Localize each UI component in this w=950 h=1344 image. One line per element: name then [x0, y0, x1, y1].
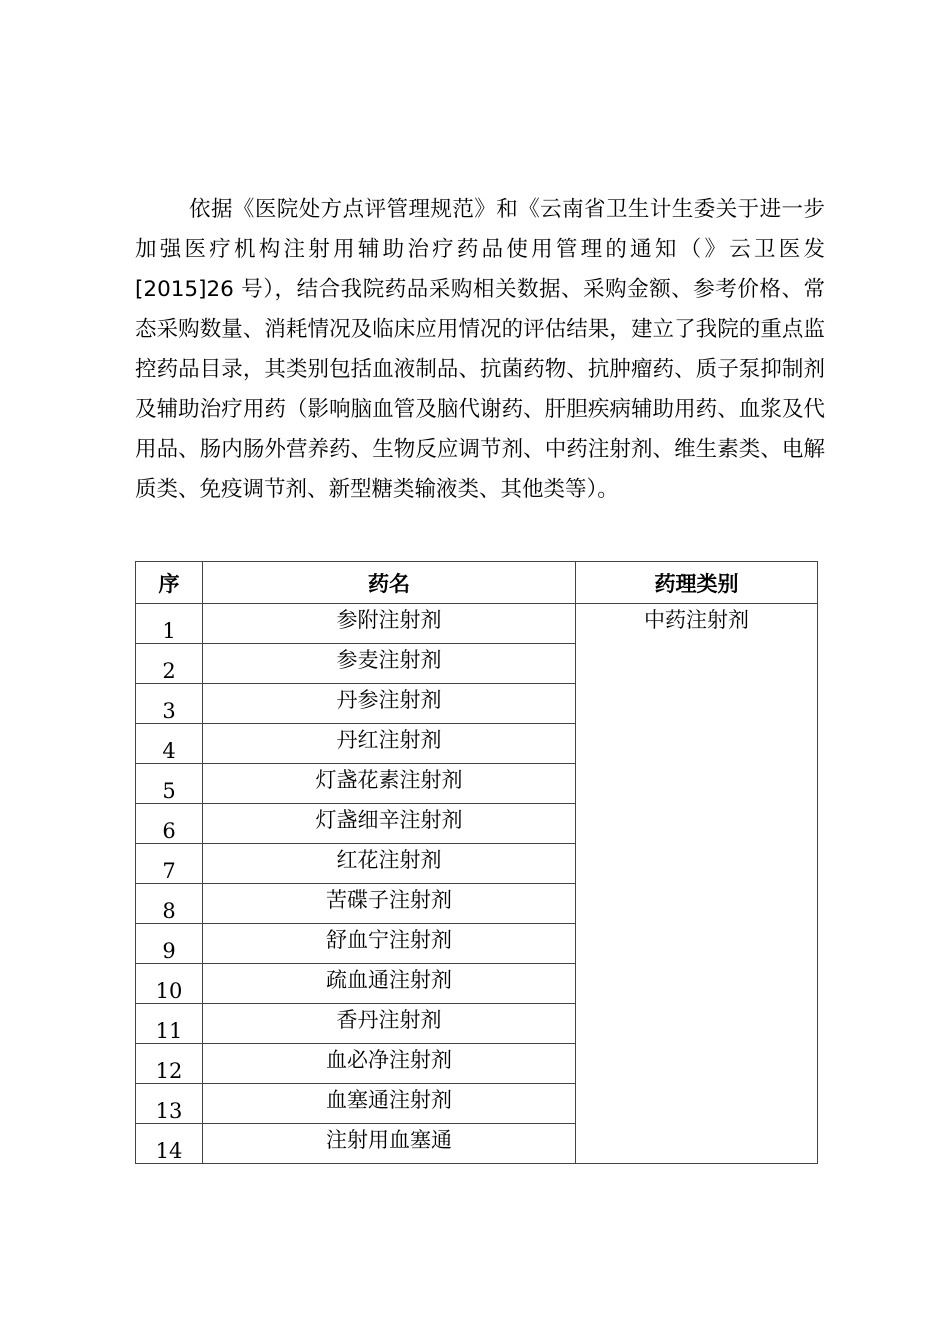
row-index: 10 [136, 964, 203, 1004]
row-index: 6 [136, 804, 203, 844]
row-index: 1 [136, 604, 203, 644]
drug-name: 香丹注射剂 [203, 1004, 576, 1044]
row-index: 4 [136, 724, 203, 764]
header-name: 药名 [203, 562, 576, 604]
row-index: 9 [136, 924, 203, 964]
row-index: 5 [136, 764, 203, 804]
drug-name: 参麦注射剂 [203, 644, 576, 684]
row-index: 3 [136, 684, 203, 724]
drug-name: 红花注射剂 [203, 844, 576, 884]
drug-name: 舒血宁注射剂 [203, 924, 576, 964]
row-index: 12 [136, 1044, 203, 1084]
category-cell: 中药注射剂 [576, 604, 818, 1164]
header-index: 序 [136, 562, 203, 604]
drug-name: 参附注射剂 [203, 604, 576, 644]
drug-name: 苦碟子注射剂 [203, 884, 576, 924]
drug-name: 丹红注射剂 [203, 724, 576, 764]
row-index: 2 [136, 644, 203, 684]
header-category: 药理类别 [576, 562, 818, 604]
table-header-row [136, 562, 818, 604]
row-index: 14 [136, 1124, 203, 1164]
intro-paragraph: 依据《医院处方点评管理规范》和《云南省卫生计生委关于进一步加强医疗机构注射用辅助治疗药品使用管理的通知（》云卫医发[2015]26 号），结合我院药品采购相关数据、采购金额、参考价格、常态采购数量、消耗情况及临床应用情况的评估结果，建立了我院的重点监控药品目录，其类别包括血液制品、抗菌药物、抗肿瘤药、质子泵抑制剂及辅助治疗用药（影响脑血管及脑代谢药、肝胆疾病辅助用药、血浆及代用品、肠内肠外营养药、生物反应调节剂、中药注射剂、维生素类、电解质类、免疫调节剂、新型糖类输液类、其他类等）。 [135, 197, 825, 502]
drug-name: 注射用血塞通 [203, 1124, 576, 1164]
drug-name: 灯盏花素注射剂 [203, 764, 576, 804]
drug-name: 血塞通注射剂 [203, 1084, 576, 1124]
row-index: 11 [136, 1004, 203, 1044]
drug-name: 疏血通注射剂 [203, 964, 576, 1004]
drug-table [135, 561, 818, 1164]
row-index: 13 [136, 1084, 203, 1124]
drug-name: 血必净注射剂 [203, 1044, 576, 1084]
drug-name: 丹参注射剂 [203, 684, 576, 724]
drug-name: 灯盏细辛注射剂 [203, 804, 576, 844]
row-index: 8 [136, 884, 203, 924]
row-index: 7 [136, 844, 203, 884]
table-row [136, 604, 818, 644]
